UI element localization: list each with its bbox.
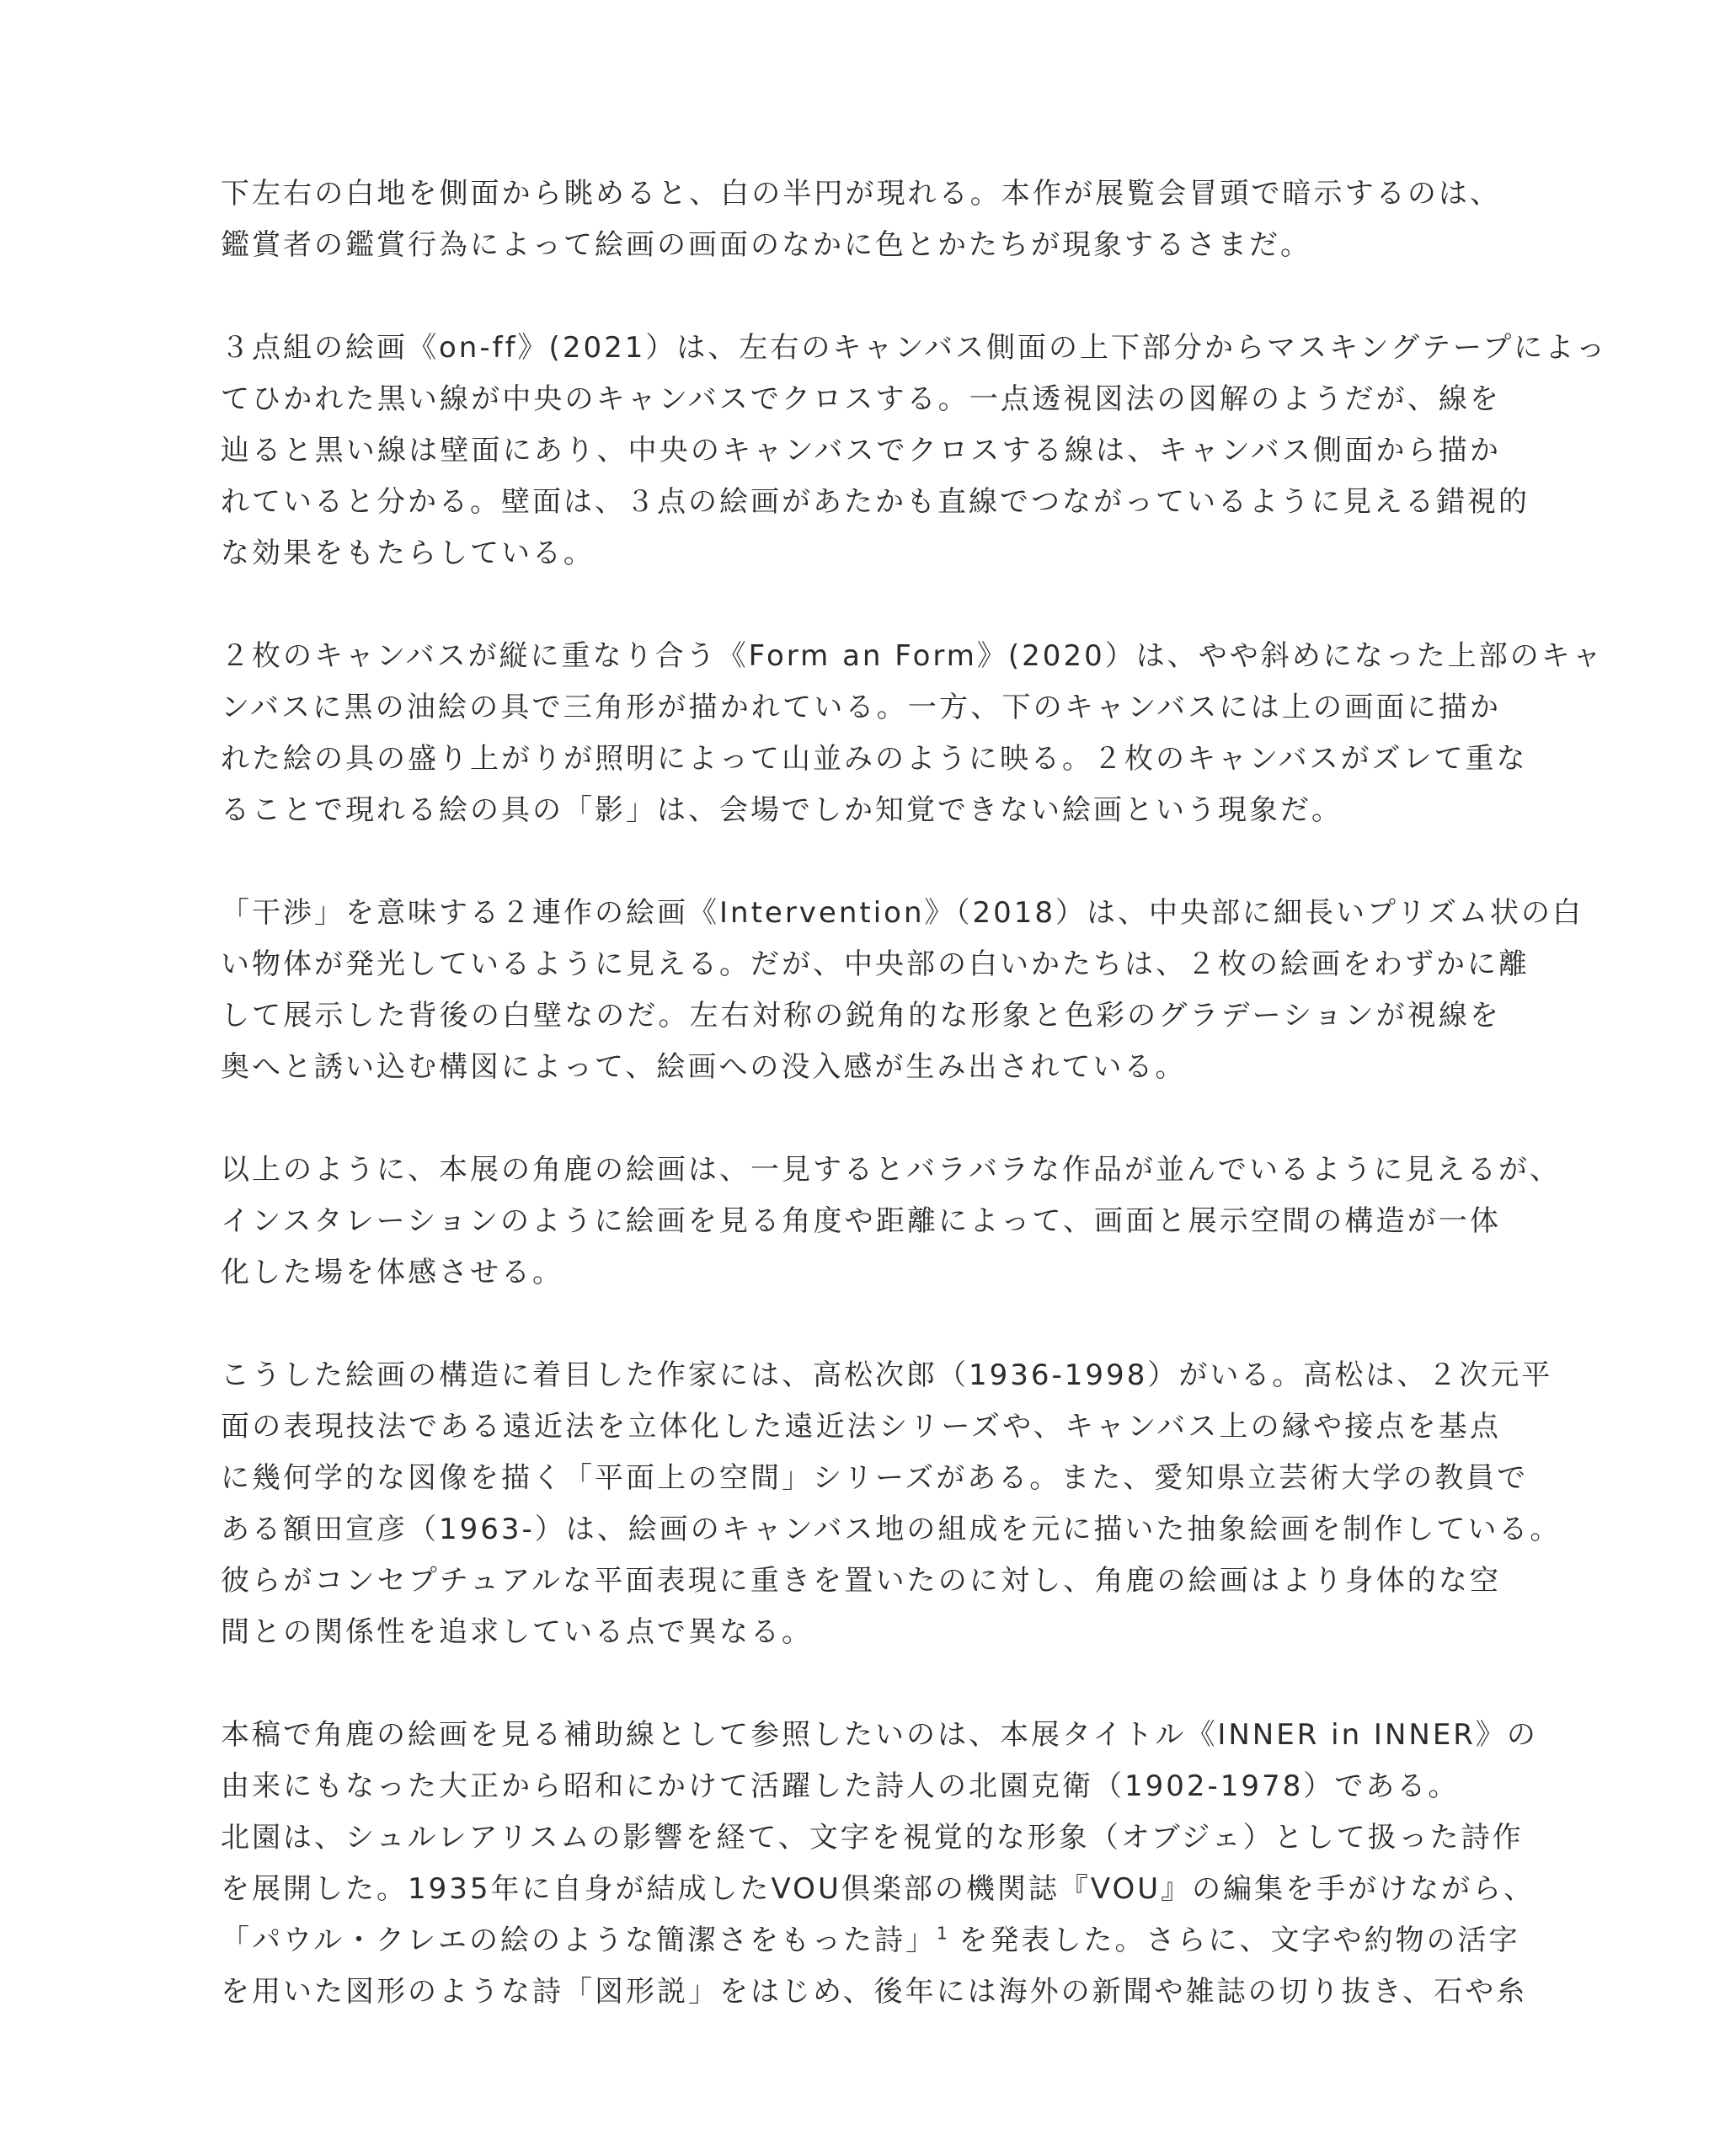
text-line: ンバスに黒の油絵の具で三角形が描かれている。一方、下のキャンバスには上の画面に描か [221, 691, 1501, 724]
text-line: 北園は、シュルレアリスムの影響を経て、文字を視覚的な形象（オブジェ）として扱った詩作 [221, 1821, 1524, 1854]
text-line: 「干渉」を意味する２連作の絵画《Intervention》（2018）は、中央部に細長いプリズム状の白 [221, 896, 1584, 930]
text-line: 以上のように、本展の角鹿の絵画は、一見するとバラバラな作品が並んでいるように見えるが、 [221, 1153, 1561, 1187]
text-line: ることで現れる絵の具の「影」は、会場でしか知覚できない絵画という現象だ。 [221, 793, 1343, 827]
text-line: こうした絵画の構造に着目した作家には、高松次郎（1936-1998）がいる。高松は、２次元平 [221, 1358, 1553, 1392]
text-line: れた絵の具の盛り上がりが照明によって山並みのように映る。２枚のキャンバスがズレて重な [221, 742, 1528, 776]
text-line: 化した場を体感させる。 [221, 1256, 563, 1289]
article-body [221, 168, 1608, 2018]
continuation-text: を発表した。さらに、文字や約物の活字 [947, 1924, 1520, 1957]
text-line: い物体が発光しているように見える。だが、中央部の白いかたちは、２枚の絵画をわずかに離 [221, 947, 1530, 981]
paragraph-intro [221, 168, 1501, 271]
paragraph-form-an-form [221, 631, 1604, 836]
text-line: 本稿で角鹿の絵画を見る補助線として参照したいのは、本展タイトル《INNER in INNER》の [221, 1718, 1538, 1752]
text-line: な効果をもたらしている。 [221, 536, 595, 570]
paragraph-kitasono-intro [221, 1710, 1538, 1812]
text-line: 由来にもなった大正から昭和にかけて活躍した詩人の北園克衛（1902-1978）である。 [221, 1769, 1460, 1803]
text-line: れていると分かる。壁面は、３点の絵画があたかも直線でつながっているように見える錯視的 [221, 485, 1530, 519]
text-line: ２枚のキャンバスが縦に重なり合う《Form an Form》(2020）は、やや斜めになった上部のキャ [221, 639, 1604, 673]
paragraph-kitasono-works [221, 1812, 1535, 2018]
text-line: 辿ると黒い線は壁面にあり、中央のキャンバスでクロスする線は、キャンバス側面から描か [221, 434, 1501, 467]
paragraph-on-ff [221, 323, 1608, 579]
text-line: てひかれた黒い線が中央のキャンバスでクロスする。一点透視図法の図解のようだが、線を [221, 382, 1501, 416]
text-line: 下左右の白地を側面から眺めると、白の半円が現れる。本作が展覧会冒頭で暗示するのは、 [221, 177, 1501, 211]
text-line: 奥へと誘い込む構図によって、絵画への没入感が生み出されている。 [221, 1050, 1187, 1084]
text-line: を展開した。1935年に自身が結成したVOU倶楽部の機関誌『VOU』の編集を手がけながら、 [221, 1872, 1535, 1906]
paragraph-summary [221, 1145, 1561, 1299]
text-line: ３点組の絵画《on-ff》(2021）は、左右のキャンバス側面の上下部分からマスキングテープによっ [221, 331, 1608, 365]
text-line: に幾何学的な図像を描く「平面上の空間」シリーズがある。また、愛知県立芸術大学の教員で [221, 1461, 1529, 1495]
text-line: を用いた図形のような詩「図形説」をはじめ、後年には海外の新聞や雑誌の切り抜き、石や糸 [221, 1975, 1528, 2009]
text-line: 間との関係性を追求している点で異なる。 [221, 1615, 813, 1649]
quote-text: 「パウル・クレエの絵のような簡潔さをもった詩」 [221, 1924, 937, 1957]
text-line: 彼らがコンセプチュアルな平面表現に重きを置いたのに対し、角鹿の絵画はより身体的な空 [221, 1564, 1501, 1598]
text-line: して展示した背後の白壁なのだ。左右対称の鋭角的な形象と色彩のグラデーションが視線を [221, 999, 1501, 1033]
text-line-with-footnote [221, 1915, 1520, 1967]
paragraph-intervention [221, 888, 1584, 1093]
text-line: 面の表現技法である遠近法を立体化した遠近法シリーズや、キャンバス上の縁や接点を基点 [221, 1410, 1501, 1444]
paragraph-takamatsu [221, 1350, 1562, 1658]
text-line: 鑑賞者の鑑賞行為によって絵画の画面のなかに色とかたちが現象するさまだ。 [221, 228, 1311, 262]
text-line: インスタレーションのように絵画を見る角度や距離によって、画面と展示空間の構造が一体 [221, 1204, 1501, 1238]
footnote-mark[interactable]: 1 [936, 1923, 948, 1944]
text-line: ある額田宣彦（1963-）は、絵画のキャンバス地の組成を元に描いた抽象絵画を制作している。 [221, 1513, 1562, 1546]
